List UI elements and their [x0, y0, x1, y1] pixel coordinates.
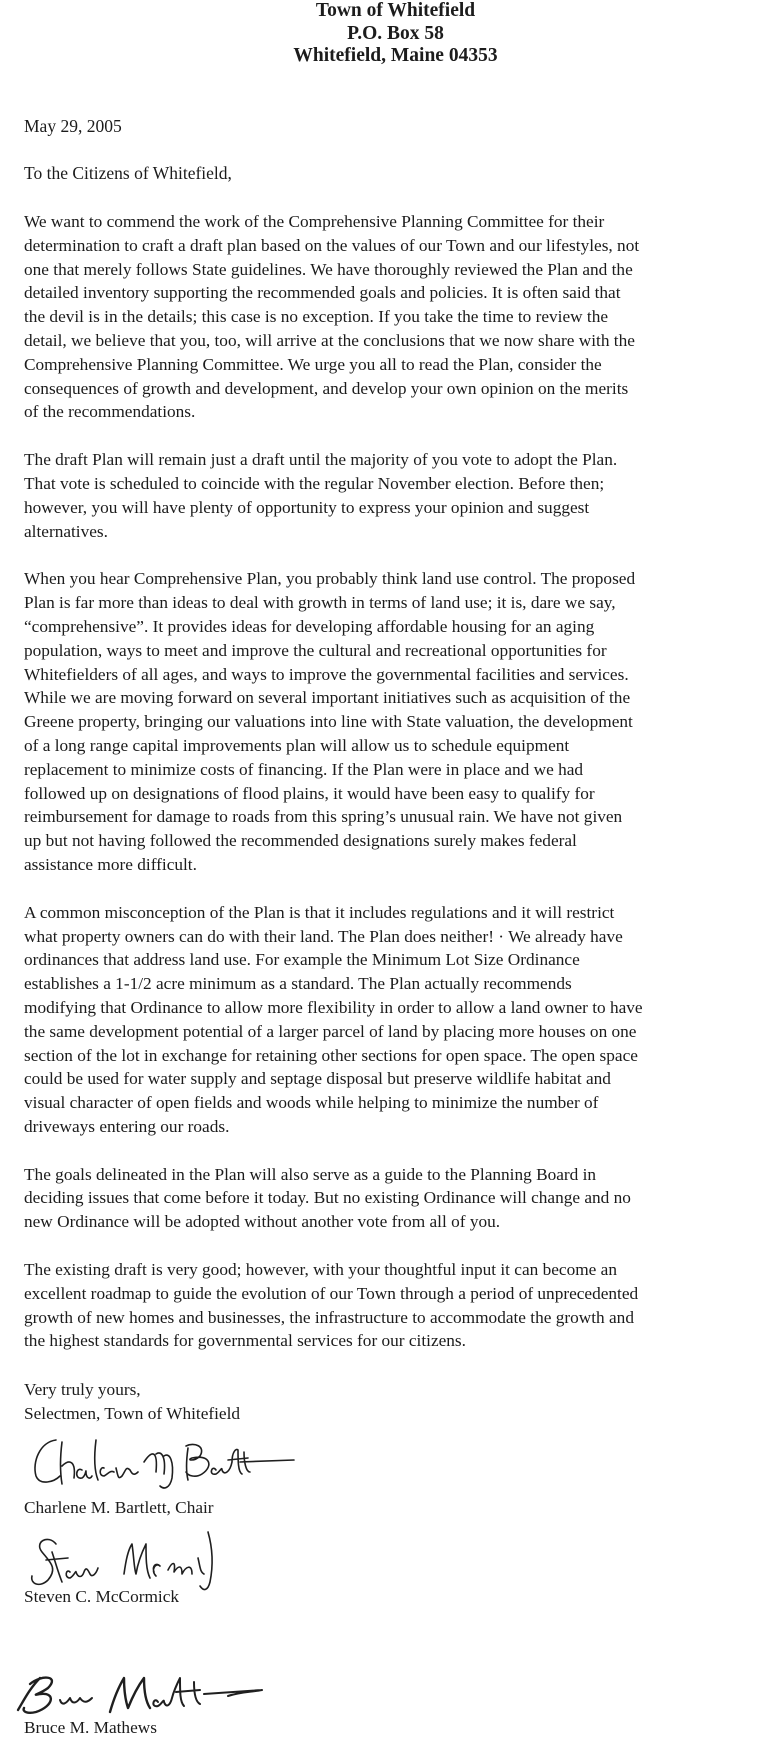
body-text-line: followed up on designations of flood plains, it would have been easy to qualify for [24, 783, 595, 803]
letterhead-address: Whitefield, Maine 04353 [293, 45, 498, 66]
body-text-line: alternatives. [24, 521, 108, 541]
body-text-line: ordinances that address land use. For example the Minimum Lot Size Ordinance [24, 950, 580, 970]
body-text-line: new Ordinance will be adopted without another vote from all of you. [24, 1212, 501, 1232]
paragraph-6 [24, 1258, 763, 1353]
closing-title: Selectmen, Town of Whitefield [24, 1403, 241, 1423]
paragraph-1 [24, 210, 763, 424]
body-text-line: replacement to minimize costs of financing. If the Plan were in place and we had [24, 759, 584, 779]
body-text-line: deciding issues that come before it today. But no existing Ordinance will change and no [24, 1188, 631, 1208]
body-text-line: of a long range capital improvements plan will allow us to schedule equipment [24, 735, 570, 755]
body-text-line: the same development potential of a larger parcel of land by placing more houses on one [24, 1021, 637, 1041]
body-text-line: what property owners can do with their land. The Plan does neither! · We already have [24, 926, 623, 946]
signatory-name-1: Charlene M. Bartlett, Chair [24, 1498, 214, 1517]
body-text-line: up but not having followed the recommended designations surely makes federal [24, 831, 577, 851]
body-text-line: We want to commend the work of the Comprehensive Planning Committee for their [24, 212, 605, 231]
body-text-line: determination to craft a draft plan based on the values of our Town and our lifestyles, not [24, 235, 640, 255]
salutation: To the Citizens of Whitefield, [24, 163, 232, 183]
letterhead-town: Town of Whitefield [315, 0, 476, 21]
body-text-line: Plan is far more than ideas to deal with growth in terms of land use; it is, dare we say, [24, 593, 616, 613]
paragraph-5 [24, 1163, 763, 1234]
paragraph-3 [24, 567, 763, 876]
body-text-line: modifying that Ordinance to allow more flexibility in order to allow a land owner to have [24, 997, 643, 1017]
body-text-line: however, you will have plenty of opportunity to express your opinion and suggest [24, 497, 590, 517]
body-text-line: The draft Plan will remain just a draft until the majority of you vote to adopt the Plan. [24, 450, 618, 470]
body-text-line: reimbursement for damage to roads from this spring’s unusual rain. We have not given [24, 807, 623, 827]
body-text-line: detailed inventory supporting the recommended goals and policies. It is often said that [24, 283, 621, 303]
body-text-line: one that merely follows State guidelines. We have thoroughly reviewed the Plan and the [24, 259, 633, 279]
body-text-line: Comprehensive Planning Committee. We urge you all to read the Plan, consider the [24, 354, 602, 374]
body-text-line: Greene property, bringing our valuations into line with State valuation, the development [24, 712, 633, 732]
body-text-line: assistance more difficult. [24, 854, 197, 874]
closing-valediction: Very truly yours, [24, 1380, 141, 1399]
closing [24, 1378, 240, 1426]
body-text-line: the devil is in the details; this case is no exception. If you take the time to review the [24, 307, 609, 327]
body-text-line: the highest standards for governmental services for our citizens. [24, 1331, 466, 1351]
body-text-line: visual character of open fields and woods while helping to minimize the number of [24, 1093, 599, 1113]
body-text-line: of the recommendations. [24, 402, 196, 422]
body-text-line: While we are moving forward on several important initiatives such as acquisition of the [24, 688, 631, 708]
body-text-line: growth of new homes and businesses, the infrastructure to accommodate the growth and [24, 1307, 634, 1327]
body-text-line: consequences of growth and development, and develop your own opinion on the merits [24, 378, 629, 398]
body-text-line: driveways entering our roads. [24, 1116, 230, 1136]
letterhead-po-box: P.O. Box 58 [347, 22, 444, 44]
body-text-line: establishes a 1-1/2 acre minimum as a standard. The Plan actually recommends [24, 974, 572, 994]
body-text-line: When you hear Comprehensive Plan, you probably think land use control. The proposed [24, 569, 636, 589]
body-text-line: section of the lot in exchange for retaining other sections for open space. The open space [24, 1045, 638, 1065]
signatory-name-3: Bruce M. Mathews [24, 1718, 157, 1737]
signature-charlene-bartlett [26, 1432, 296, 1497]
body-text-line: A common misconception of the Plan is that it includes regulations and it will restrict [24, 902, 615, 922]
body-text-line: could be used for water supply and septage disposal but preserve wildlife habitat and [24, 1069, 611, 1089]
letter-body [24, 210, 763, 1377]
body-text-line: The existing draft is very good; however, with your thoughtful input it can become an [24, 1260, 617, 1280]
body-text-line: That vote is scheduled to coincide with the regular November election. Before then; [24, 473, 605, 493]
signatory-name-2: Steven C. McCormick [24, 1587, 180, 1606]
letterhead [0, 0, 763, 68]
paragraph-2 [24, 448, 763, 543]
paragraph-4 [24, 901, 763, 1139]
body-text-line: “comprehensive”. It provides ideas for developing affordable housing for an aging [24, 616, 595, 636]
body-text-line: The goals delineated in the Plan will also serve as a guide to the Planning Board in [24, 1164, 597, 1184]
letter-date: May 29, 2005 [24, 116, 122, 136]
body-text-line: detail, we believe that you, too, will arrive at the conclusions that we now share with the [24, 330, 635, 350]
body-text-line: Whitefielders of all ages, and ways to improve the governmental facilities and services. [24, 664, 629, 684]
body-text-line: population, ways to meet and improve the cultural and recreational opportunities for [24, 640, 607, 660]
body-text-line: excellent roadmap to guide the evolution of our Town through a period of unprecedented [24, 1283, 639, 1303]
